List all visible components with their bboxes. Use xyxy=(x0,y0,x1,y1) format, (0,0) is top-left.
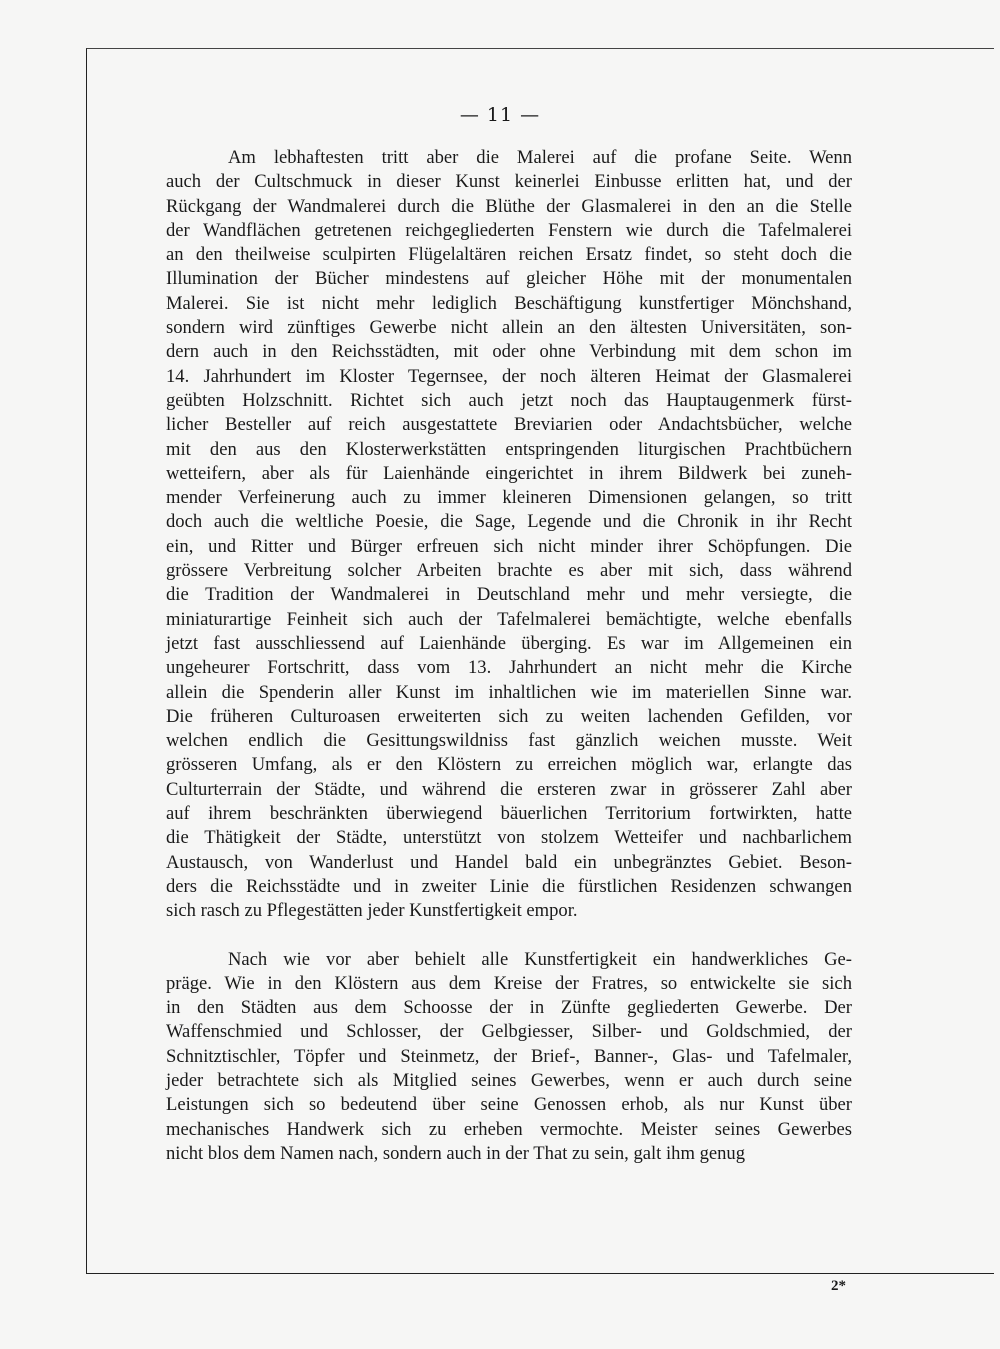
text-line: allein die Spenderin aller Kunst im inhaltlichen wie im materiellen Sinne war. xyxy=(166,681,852,703)
signature-mark: 2* xyxy=(831,1278,846,1294)
text-line: Schnitztischler, Töpfer und Steinmetz, der Brief-, Banner-, Glas- und Tafelmaler, xyxy=(166,1045,852,1067)
text-line: Malerei. Sie ist nicht mehr lediglich Beschäftigung kunstfertiger Mönchshand, xyxy=(166,292,852,314)
body-text xyxy=(166,146,852,1166)
text-line: Die früheren Culturoasen erweiterten sich zu weiten lachenden Gefilden, vor xyxy=(166,705,852,727)
text-line: dern auch in den Reichsstädten, mit oder ohne Verbindung mit dem schon im xyxy=(166,341,852,363)
text-line: Nach wie vor aber behielt alle Kunstfertigkeit ein handwerkliches Ge- xyxy=(228,948,852,970)
text-line: welchen endlich die Gesittungswildniss fast gänzlich weichen musste. Weit xyxy=(166,730,852,752)
text-line: die Tradition der Wandmalerei in Deutschland mehr und mehr versiegte, die xyxy=(166,584,852,606)
text-line: miniaturartige Feinheit sich auch der Tafelmalerei bemächtigte, welche ebenfalls xyxy=(166,608,852,630)
text-line: jeder betrachtete sich als Mitglied seines Gewerbes, wenn er auch durch seine xyxy=(166,1069,852,1091)
text-line: Am lebhaftesten tritt aber die Malerei auf die profane Seite. Wenn xyxy=(228,147,852,168)
text-line: Waffenschmied und Schlosser, der Gelbgiesser, Silber- und Goldschmied, der xyxy=(166,1021,852,1043)
text-line: sich rasch zu Pflegestätten jeder Kunstfertigkeit empor. xyxy=(166,900,578,922)
text-line: Illumination der Bücher mindestens auf gleicher Höhe mit der monumentalen xyxy=(166,268,852,290)
text-line: auf ihrem beschränkten überwiegend bäuerlichen Territorium fortwirkten, hatte xyxy=(166,803,852,825)
paragraph-2 xyxy=(166,948,852,1167)
text-line: licher Besteller auf reich ausgestattete Breviarien oder Andachtsbücher, welche xyxy=(166,414,852,436)
text-line: an den theilweise sculpirten Flügelaltären reichen Ersatz findet, so steht doch die xyxy=(166,244,852,266)
text-line: Leistungen sich so bedeutend über seine Genossen erhob, als nur Kunst über xyxy=(166,1094,852,1116)
text-line: nicht blos dem Namen nach, sondern auch in der That zu sein, galt ihm genug xyxy=(166,1142,746,1164)
text-line: Austausch, von Wanderlust und Handel bald ein unbegränztes Gebiet. Beson- xyxy=(166,851,852,873)
text-line: der Wandflächen getretenen reichgegliederten Fenstern wie durch die Tafelmalerei xyxy=(166,219,852,241)
text-line: ders die Reichsstädte und in zweiter Linie die fürstlichen Residenzen schwangen xyxy=(166,875,852,897)
text-line: geübten Holzschnitt. Richtet sich auch jetzt noch das Hauptaugenmerk fürst- xyxy=(166,389,852,411)
text-line: 14. Jahrhundert im Kloster Tegernsee, der noch älteren Heimat der Glasmalerei xyxy=(166,365,852,387)
text-line: mit den aus den Klosterwerkstätten entspringenden liturgischen Prachtbüchern xyxy=(166,438,852,460)
text-line: jetzt fast ausschliessend auf Laienhände überging. Es war im Allgemeinen ein xyxy=(166,632,852,654)
text-line: grössere Verbreitung solcher Arbeiten brachte es aber mit sich, dass während xyxy=(166,560,852,582)
text-line: auch der Cultschmuck in dieser Kunst keinerlei Einbusse erlitten hat, und der xyxy=(166,171,852,193)
text-line: mechanisches Handwerk sich zu erheben vermochte. Meister seines Gewerbes xyxy=(166,1118,852,1140)
page-number: — 11 — xyxy=(459,104,541,126)
text-line: die Thätigkeit der Städte, unterstützt von stolzem Wetteifer und nachbarlichem xyxy=(166,827,852,849)
text-line: mender Verfeinerung auch zu immer kleineren Dimensionen gelangen, so tritt xyxy=(166,487,852,509)
text-line: präge. Wie in den Klöstern aus dem Kreise der Fratres, so entwickelte sie sich xyxy=(166,972,852,994)
paragraph-1 xyxy=(166,146,852,924)
text-line: doch auch die weltliche Poesie, die Sage, Legende und die Chronik in ihr Recht xyxy=(166,511,852,533)
text-line: ein, und Ritter und Bürger erfreuen sich nicht minder ihrer Schöpfungen. Die xyxy=(166,535,852,557)
text-line: Rückgang der Wandmalerei durch die Blüthe der Glasmalerei in den an die Stelle xyxy=(166,195,852,217)
text-line: in den Städten aus dem Schoosse der in Zünfte gegliederten Gewerbe. Der xyxy=(166,997,852,1019)
text-line: Culturterrain der Städte, und während die ersteren zwar in grösserer Zahl aber xyxy=(166,778,852,800)
text-line: ungeheurer Fortschritt, dass vom 13. Jahrhundert an nicht mehr die Kirche xyxy=(166,657,852,679)
text-line: grösseren Umfang, als er den Klöstern zu erreichen möglich war, erlangte das xyxy=(166,754,852,776)
text-line: sondern wird zünftiges Gewerbe nicht allein an den ältesten Universitäten, son- xyxy=(166,317,852,339)
text-line: wetteifern, aber als für Laienhände eingerichtet in ihrem Bildwerk bei zuneh- xyxy=(166,462,852,484)
